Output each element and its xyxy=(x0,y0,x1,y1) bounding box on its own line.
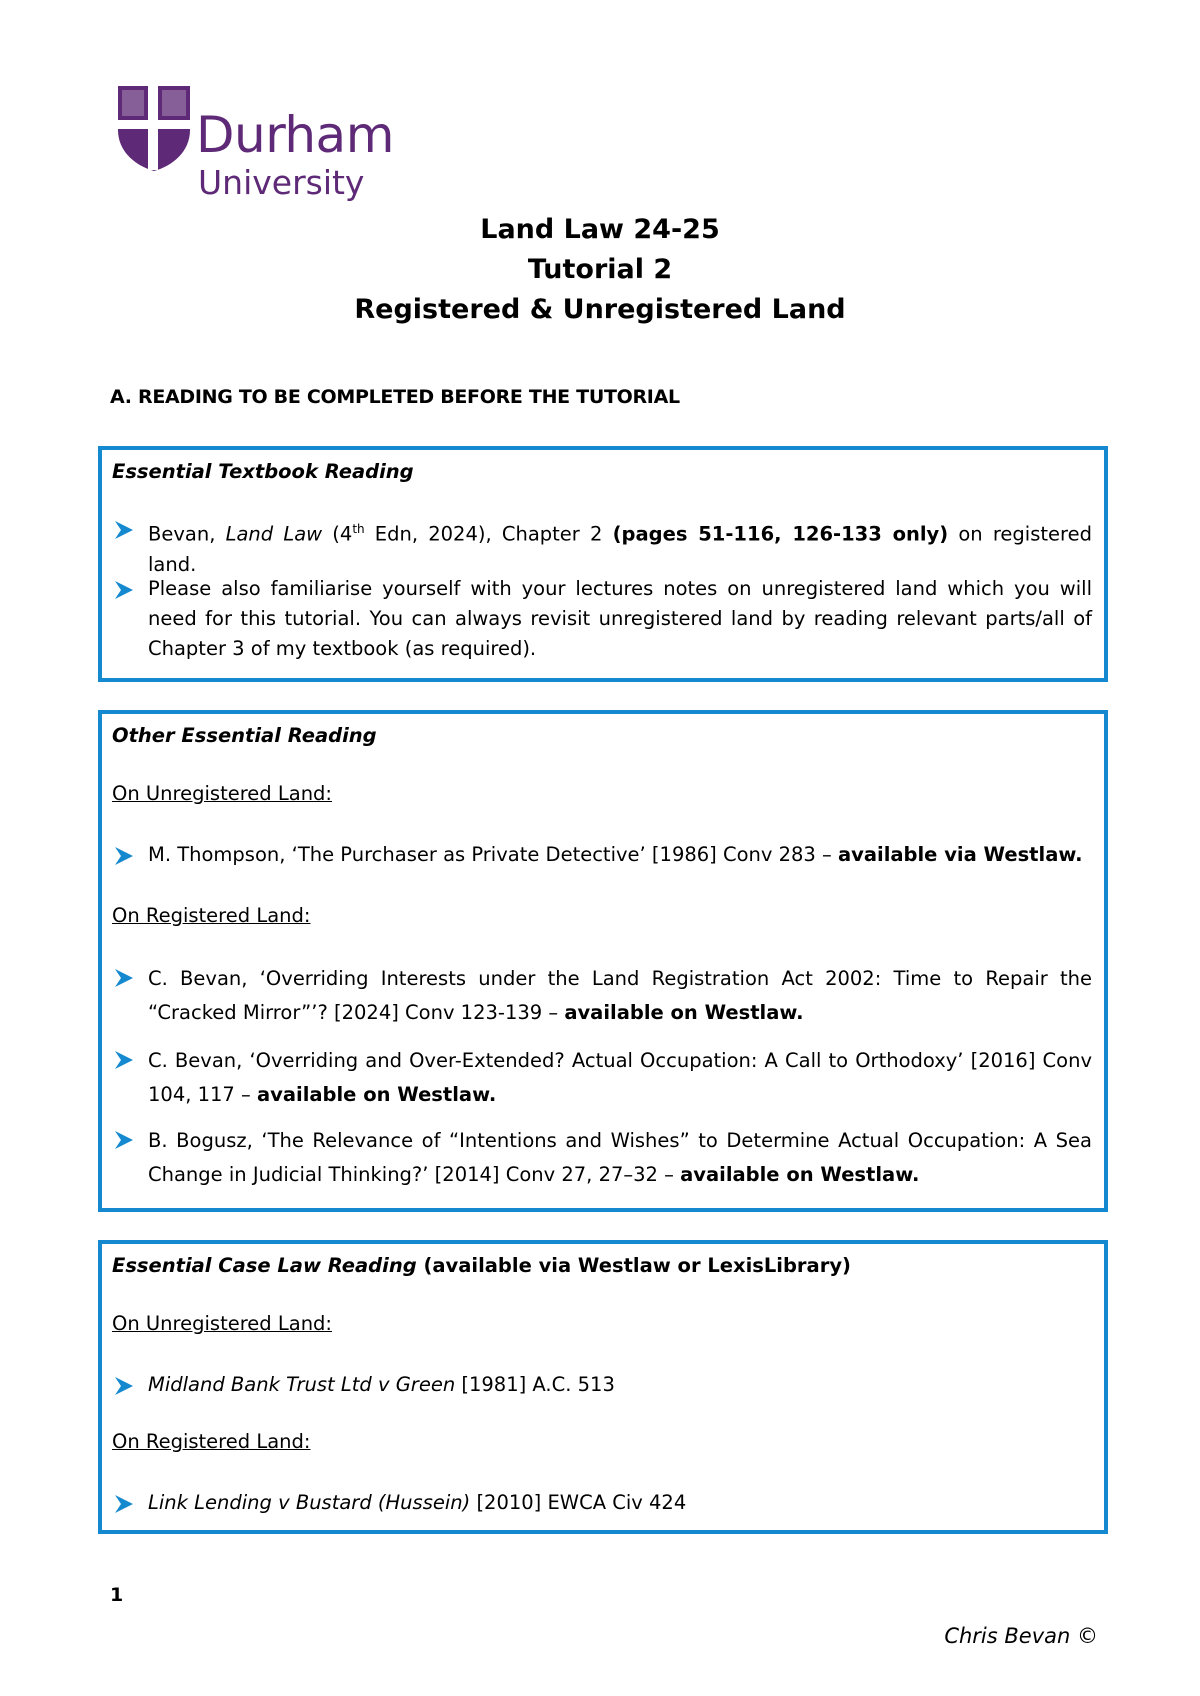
section-a-heading: A. READING TO BE COMPLETED BEFORE THE TUTORIAL xyxy=(110,386,680,408)
subheading: On Registered Land: xyxy=(112,1430,311,1453)
subheading: On Registered Land: xyxy=(112,904,311,927)
page-number: 1 xyxy=(110,1584,124,1606)
arrow-bullet-icon xyxy=(112,1374,136,1398)
other-essential-box: Other Essential Reading On Unregistered Land: M. Thompson, ‘The Purchaser as Private Detective’ [1986] Conv 283 – available via Westlaw. On Registered Land: C. Bevan, ‘Overriding Interests under the Land Registration Act 2002: Time to Repair the “Cracked Mirror”’? [2024] Conv 123-139 – available on Westlaw. C. Bevan, ‘Overriding and Over-Extended? Actual Occupation: A Call to Orthodoxy’ [2016] Conv 104, 117 – available on Westlaw. B. Bogusz, ‘The Relevance of “Intentions and Wishes” to Determine Actual Occupation: A Sea Change in Judicial Thinking?’ [2014] Conv 27, 27–32 – available on Westlaw. xyxy=(98,710,1108,1212)
arrow-bullet-icon xyxy=(112,844,136,868)
subheading: On Unregistered Land: xyxy=(112,782,333,805)
box-heading: Other Essential Reading xyxy=(112,724,377,747)
shield-icon xyxy=(116,84,192,172)
logo-subtitle: University xyxy=(198,163,365,202)
arrow-bullet-icon xyxy=(112,578,136,602)
title-line-2: Tutorial 2 xyxy=(527,254,673,285)
essential-textbook-box: Essential Textbook Reading Bevan, Land Law (4th Edn, 2024), Chapter 2 (pages 51-116, 126-133 only) on registered land. Please also familiarise yourself with your lectures notes on unregistered land which you will need for this tutorial. You can always revisit unregistered land by reading relevant parts/all of Chapter 3 of my textbook (as required). xyxy=(98,446,1108,682)
title-line-1: Land Law 24-25 xyxy=(480,214,720,245)
box-heading: Essential Textbook Reading xyxy=(112,460,414,483)
document-title xyxy=(0,210,1200,330)
arrow-bullet-icon xyxy=(112,1128,136,1152)
box-heading: Essential Case Law Reading xyxy=(112,1254,417,1277)
arrow-bullet-icon xyxy=(112,518,136,542)
logo-wordmark: Durham xyxy=(196,106,394,164)
case-law-box: Essential Case Law Reading (available via Westlaw or LexisLibrary) On Unregistered Land: Midland Bank Trust Ltd v Green [1981] A.C. 513 On Registered Land: Link Lending v Bustard (Hussein) [2010] EWCA Civ 424 xyxy=(98,1240,1108,1534)
arrow-bullet-icon xyxy=(112,966,136,990)
arrow-bullet-icon xyxy=(112,1492,136,1516)
durham-logo xyxy=(116,84,406,202)
title-line-3: Registered & Unregistered Land xyxy=(354,294,846,325)
footer-author: Chris Bevan © xyxy=(944,1624,1098,1648)
subheading: On Unregistered Land: xyxy=(112,1312,333,1335)
arrow-bullet-icon xyxy=(112,1048,136,1072)
